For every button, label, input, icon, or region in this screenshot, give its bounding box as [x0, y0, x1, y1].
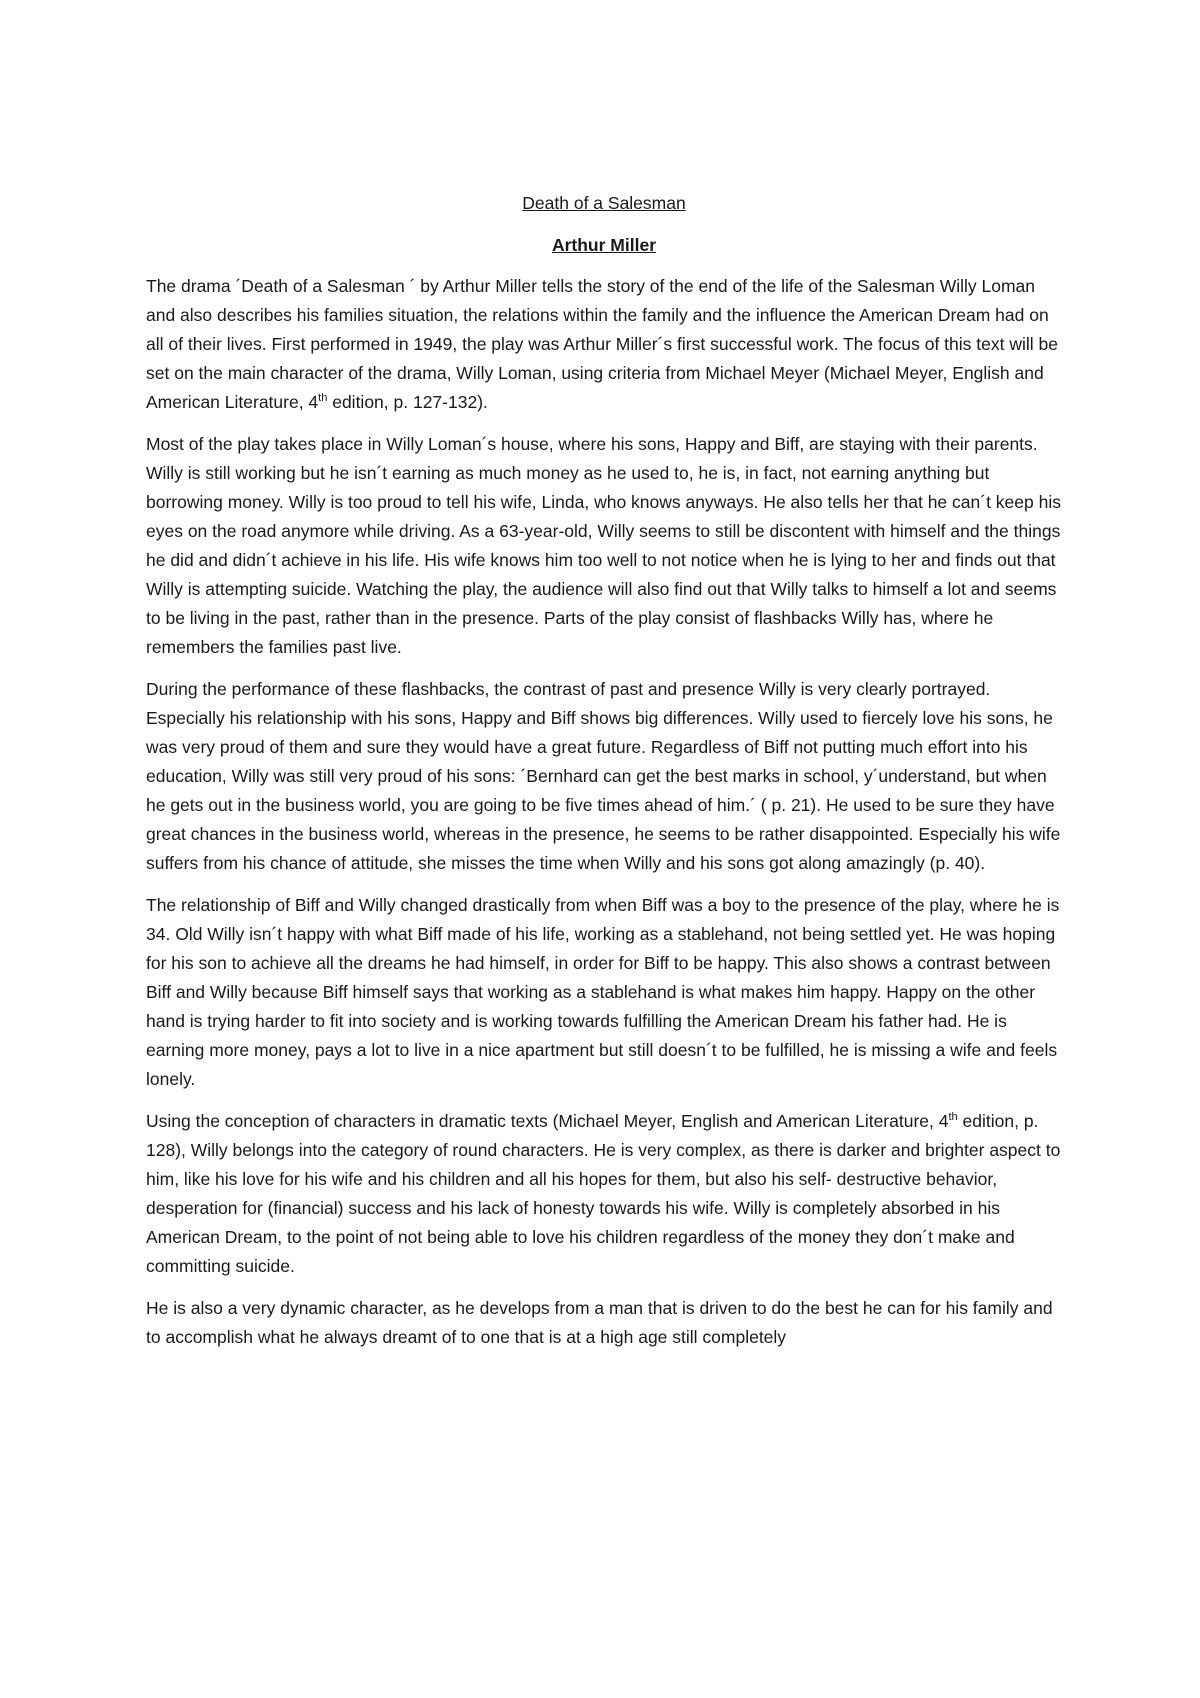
- paragraph-3: [146, 675, 1062, 878]
- paragraph-2: [146, 430, 1062, 662]
- paragraph-text: edition, p. 128), Willy belongs into the category of round characters. He is very complex, as there is darker and brighter aspect to him, like his love for his wife and his children and all his hopes for them, but also his self- destructive behavior, desperation for (financial) success and his lack of honesty towards his wife. Willy is completely absorbed in his American Dream, to the point of not being able to love his children regardless of the money they don´t make and committing suicide.: [146, 1111, 1061, 1276]
- document-author: Arthur Miller: [551, 235, 657, 255]
- paragraph-1: [146, 272, 1062, 417]
- superscript: th: [948, 1111, 958, 1124]
- paragraph-text: He is also a very dynamic character, as he develops from a man that is driven to do the best he can for his family and to accomplish what he always dreamt of to one that is at a high age still completely: [146, 1298, 1053, 1347]
- paragraph-4: [146, 891, 1062, 1094]
- document-title: Death of a Salesman: [522, 193, 686, 213]
- paragraph-text: During the performance of these flashbacks, the contrast of past and presence Willy is very clearly portrayed. Especially his relationship with his sons, Happy and Biff shows big differences. Willy used to fiercely love his sons, he was very proud of them and sure they would have a great future. Regardless of Biff not putting much effort into his education, Willy was still very proud of his sons: ´Bernhard can get the best marks in school, y´understand, but when he gets out in the business world, you are going to be five times ahead of him.´ ( p. 21). He used to be sure they have great chances in the business world, whereas in the presence, he seems to be rather disappointed. Especially his wife suffers from his chance of attitude, she misses the time when Willy and his sons got along amazingly (p. 40).: [146, 679, 1061, 873]
- paragraph-text: The relationship of Biff and Willy changed drastically from when Biff was a boy to the presence of the play, where he is 34. Old Willy isn´t happy with what Biff made of his life, working as a stablehand, not being settled yet. He was hoping for his son to achieve all the dreams he had himself, in order for Biff to be happy. This also shows a contrast between Biff and Willy because Biff himself says that working as a stablehand is what makes him happy. Happy on the other hand is trying harder to fit into society and is working towards fulfilling the American Dream his father had. He is earning more money, pays a lot to live in a nice apartment but still doesn´t to be fulfilled, he is missing a wife and feels lonely.: [146, 895, 1060, 1089]
- paragraph-text: Most of the play takes place in Willy Loman´s house, where his sons, Happy and Biff, are staying with their parents. Willy is still working but he isn´t earning as much money as he used to, he is, in fact, not earning anything but borrowing money. Willy is too proud to tell his wife, Linda, who knows anyways. He also tells her that he can´t keep his eyes on the road anymore while driving. As a 63-year-old, Willy seems to still be discontent with himself and the things he did and didn´t achieve in his life. His wife knows him too well to not notice when he is lying to her and finds out that Willy is attempting suicide. Watching the play, the audience will also find out that Willy talks to himself a lot and seems to be living in the past, rather than in the presence. Parts of the play consist of flashbacks Willy has, where he remembers the families past live.: [146, 434, 1061, 657]
- paragraph-text: edition, p. 127-132).: [327, 392, 488, 412]
- superscript: th: [318, 392, 328, 405]
- paragraph-text: Using the conception of characters in dramatic texts (Michael Meyer, English and American Literature, 4: [146, 1111, 949, 1131]
- document-body: [146, 188, 1062, 1365]
- paragraph-6: [146, 1294, 1062, 1352]
- paragraph-5: [146, 1107, 1062, 1281]
- paragraph-text: The drama ´Death of a Salesman ´ by Arthur Miller tells the story of the end of the life of the Salesman Willy Loman and also describes his families situation, the relations within the family and the influence the American Dream had on all of their lives. First performed in 1949, the play was Arthur Miller´s first successful work. The focus of this text will be set on the main character of the drama, Willy Loman, using criteria from Michael Meyer (Michael Meyer, English and American Literature, 4: [146, 276, 1058, 412]
